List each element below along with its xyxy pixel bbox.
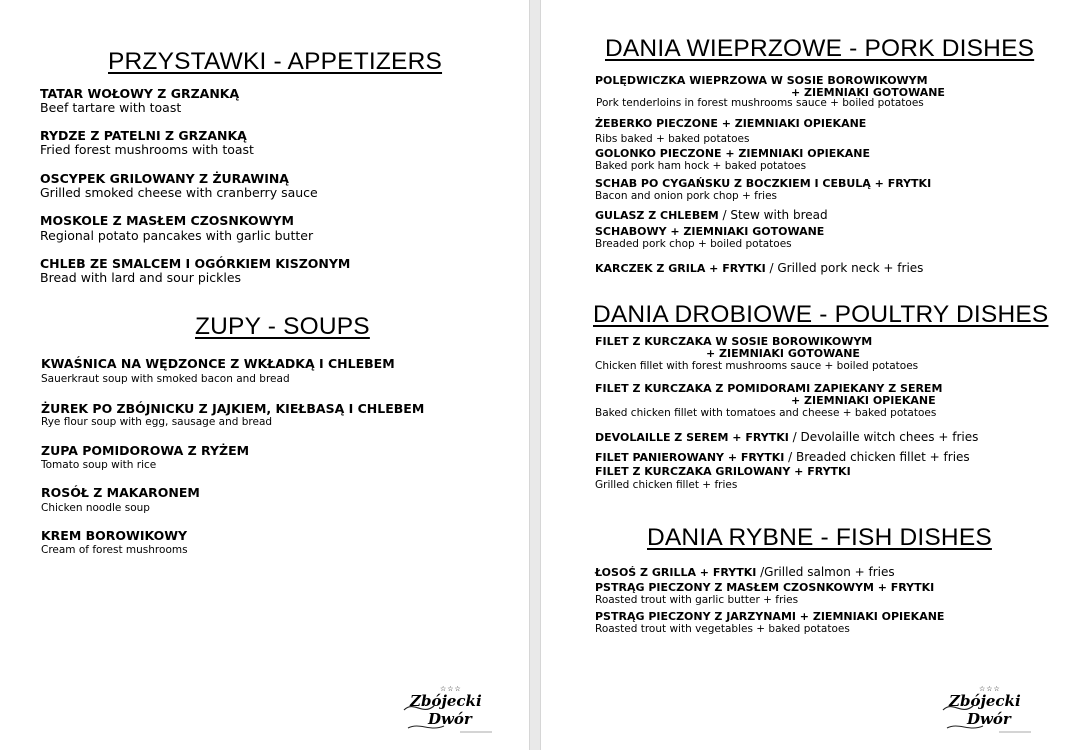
appetizer-item-1-name: TATAR WOŁOWY Z GRZANKĄ (40, 86, 240, 101)
fish-item-1-name: ŁOSOŚ Z GRILLA + FRYTKI (595, 566, 757, 579)
soup-item-5-name: KREM BOROWIKOWY (41, 528, 188, 543)
appetizer-item-1-desc: Beef tartare with toast (40, 100, 182, 115)
poultry-item-4 (595, 446, 970, 465)
appetizer-item-4-desc: Regional potato pancakes with garlic butter (40, 228, 314, 243)
logo-text-line1: Zbójecki (949, 692, 1021, 710)
logo-text-line2: Dwór (967, 710, 1011, 728)
soup-item-3-name: ZUPA POMIDOROWA Z RYŻEM (41, 443, 250, 458)
pork-item-7-desc: / Grilled pork neck + fries (765, 261, 924, 275)
fish-item-1-desc: /Grilled salmon + fries (756, 565, 895, 579)
poultry-item-1-desc: Chicken fillet with forest mushrooms sauce + boiled potatoes (595, 360, 919, 372)
poultry-item-5-desc: Grilled chicken fillet + fries (595, 479, 738, 491)
soup-item-2-name: ŻUREK PO ZBÓJNICKU Z JAJKIEM, KIEŁBASĄ I CHLEBEM (41, 401, 425, 416)
poultry-item-2-name-cont: + ZIEMNIAKI OPIEKANE (791, 394, 936, 407)
poultry-item-2-name: FILET Z KURCZAKA Z POMIDORAMI ZAPIEKANY Z SEREM (595, 382, 943, 395)
pork-item-3-name: GOLONKO PIECZONE + ZIEMNIAKI OPIEKANE (595, 147, 870, 160)
pork-item-7 (595, 257, 923, 276)
poultry-item-3-desc: / Devolaille witch chees + fries (788, 430, 979, 444)
pork-item-4-desc: Bacon and onion pork chop + fries (595, 190, 778, 202)
appetizer-item-3-name: OSCYPEK GRILOWANY Z ŻURAWINĄ (40, 171, 289, 186)
pork-item-1-desc: Pork tenderloins in forest mushrooms sauce + boiled potatoes (596, 97, 924, 109)
logo-stars: ☆☆☆ (440, 685, 462, 693)
fish-dishes-title: DANIA RYBNE - FISH DISHES (647, 524, 992, 551)
poultry-item-5-name: FILET Z KURCZAKA GRILOWANY + FRYTKI (595, 465, 851, 478)
appetizer-item-2-desc: Fried forest mushrooms with toast (40, 142, 254, 157)
soup-item-4-desc: Chicken noodle soup (41, 502, 150, 514)
pork-item-6-desc: Breaded pork chop + boiled potatoes (595, 238, 792, 250)
pork-item-5-desc: / Stew with bread (718, 208, 828, 222)
soup-item-3-desc: Tomato soup with rice (41, 459, 157, 471)
pork-item-1-name-cont: + ZIEMNIAKI GOTOWANE (791, 86, 945, 99)
appetizer-item-5-name: CHLEB ZE SMALCEM I OGÓRKIEM KISZONYM (40, 256, 351, 271)
fish-item-2-name: PSTRĄG PIECZONY Z MASŁEM CZOSNKOWYM + FRYTKI (595, 581, 935, 594)
soup-item-4-name: ROSÓŁ Z MAKARONEM (41, 485, 200, 500)
pork-dishes-title: DANIA WIEPRZOWE - PORK DISHES (605, 35, 1035, 62)
pork-item-2-desc: Ribs baked + baked potatoes (595, 133, 750, 145)
soup-item-1-name: KWAŚNICA NA WĘDZONCE Z WKŁADKĄ I CHLEBEM (41, 356, 395, 371)
appetizer-item-3-desc: Grilled smoked cheese with cranberry sauce (40, 185, 318, 200)
logo-stars: ☆☆☆ (979, 685, 1001, 693)
logo-text-line2: Dwór (428, 710, 472, 728)
pork-item-2-name: ŻEBERKO PIECZONE + ZIEMNIAKI OPIEKANE (595, 117, 867, 130)
pork-item-3-desc: Baked pork ham hock + baked potatoes (595, 160, 807, 172)
poultry-item-1-name: FILET Z KURCZAKA W SOSIE BOROWIKOWYM (595, 335, 873, 348)
poultry-item-3 (595, 426, 978, 445)
soup-item-1-desc: Sauerkraut soup with smoked bacon and bread (41, 373, 290, 385)
poultry-item-1-name-cont: + ZIEMNIAKI GOTOWANE (706, 347, 860, 360)
pork-item-5-name: GULASZ Z CHLEBEM (595, 209, 719, 222)
poultry-item-4-name: FILET PANIEROWANY + FRYTKI (595, 451, 785, 464)
fish-item-3-name: PSTRĄG PIECZONY Z JARZYNAMI + ZIEMNIAKI OPIEKANE (595, 610, 945, 623)
appetizers-title: PRZYSTAWKI - APPETIZERS (108, 48, 443, 75)
pork-item-1-name: POLĘDWICZKA WIEPRZOWA W SOSIE BOROWIKOWYM (595, 74, 928, 87)
fish-item-3-desc: Roasted trout with vegetables + baked potatoes (595, 623, 850, 635)
menu-page-left (0, 0, 530, 750)
pork-item-7-name: KARCZEK Z GRILA + FRYTKI (595, 262, 766, 275)
zbojecki-dwor-logo (400, 686, 494, 734)
fish-item-1 (595, 561, 895, 580)
poultry-item-3-name: DEVOLAILLE Z SEREM + FRYTKI (595, 431, 789, 444)
appetizer-item-5-desc: Bread with lard and sour pickles (40, 270, 242, 285)
pork-item-5 (595, 204, 828, 223)
soup-item-2-desc: Rye flour soup with egg, sausage and bread (41, 416, 273, 428)
fish-item-2-desc: Roasted trout with garlic butter + fries (595, 594, 799, 606)
zbojecki-dwor-logo (939, 686, 1033, 734)
menu-page-right (540, 0, 1070, 750)
poultry-item-4-desc: / Breaded chicken fillet + fries (784, 450, 970, 464)
soups-title: ZUPY - SOUPS (195, 313, 370, 340)
appetizer-item-2-name: RYDZE Z PATELNI Z GRZANKĄ (40, 128, 247, 143)
pork-item-6-name: SCHABOWY + ZIEMNIAKI GOTOWANE (595, 225, 825, 238)
pork-item-4-name: SCHAB PO CYGAŃSKU Z BOCZKIEM I CEBULĄ + FRYTKI (595, 177, 932, 190)
poultry-item-2-desc: Baked chicken fillet with tomatoes and cheese + baked potatoes (595, 407, 937, 419)
logo-text-line1: Zbójecki (410, 692, 482, 710)
soup-item-5-desc: Cream of forest mushrooms (41, 544, 188, 556)
appetizer-item-4-name: MOSKOLE Z MASŁEM CZOSNKOWYM (40, 213, 294, 228)
poultry-dishes-title: DANIA DROBIOWE - POULTRY DISHES (593, 301, 1049, 328)
